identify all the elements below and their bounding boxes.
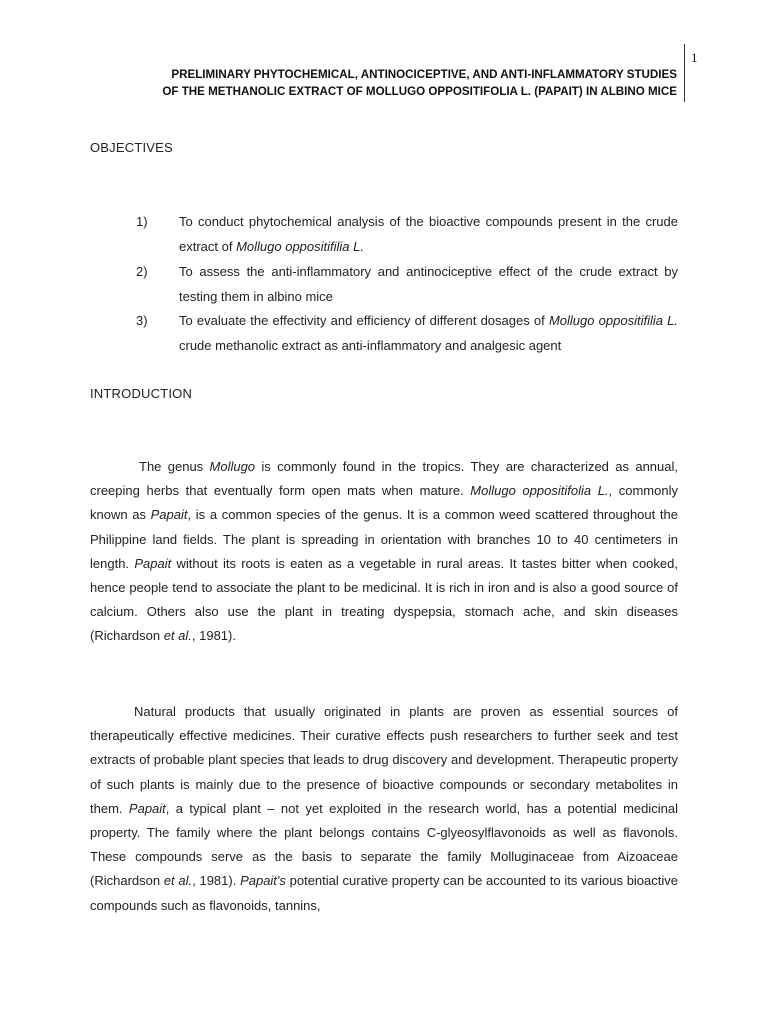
objective-text: To assess the anti-inflammatory and antinociceptive effect of the crude extract by testing them in albino mice xyxy=(179,264,678,304)
title-line-2: OF THE METHANOLIC EXTRACT OF MOLLUGO OPPOSITIFOLIA L. (PAPAIT) IN ALBINO MICE xyxy=(162,85,677,98)
introduction-heading: INTRODUCTION xyxy=(90,386,193,401)
intro-paragraph-1: The genus Mollugo is commonly found in the tropics. They are characterized as annual, creeping herbs that eventually form open mats when mature. Mollugo oppositifolia L., commonly known as Papait, is a common species of the genus. It is a common weed scattered throughout the Philippine land fields. The plant is spreading in orientation with branches 10 to 40 centimeters in length. Papait without its roots is eaten as a vegetable in rural areas. It tastes bitter when cooked, hence people tend to associate the plant to be medicinal. It is rich in iron and is also a good source of calcium. Others also use the plant in treating dyspepsia, stomach ache, and skin diseases (Richardson et al., 1981). xyxy=(90,459,678,644)
objectives-heading: OBJECTIVES xyxy=(90,140,173,155)
document-title xyxy=(120,66,677,100)
objective-text: To evaluate the effectivity and efficiency of different dosages of Mollugo oppositifilia L. crude methanolic extract as anti-inflammatory and analgesic agent xyxy=(179,313,678,353)
objective-number: 1) xyxy=(136,214,148,229)
intro-paragraph-2: Natural products that usually originated in plants are proven as essential sources of therapeutically effective medicines. Their curative effects push researchers to further seek and test extracts of probable plant species that leads to drug discovery and development. Therapeutic property of such plants is mainly due to the presence of bioactive compounds or secondary metabolites in them. Papait, a typical plant – not yet exploited in the research world, has a potential medicinal property. The family where the plant belongs contains C-glyeosylflavonoids as well as flavonols. These compounds serve as the basis to separate the family Molluginaceae from Aizoaceae (Richardson et al., 1981). Papait's potential curative property can be accounted to its various bioactive compounds such as flavonoids, tannins, xyxy=(90,704,679,913)
header-rule xyxy=(684,44,685,102)
objective-text: To conduct phytochemical analysis of the bioactive compounds present in the crude extract of Mollugo oppositifilia L. xyxy=(179,214,678,254)
objective-number: 2) xyxy=(136,264,148,279)
objective-number: 3) xyxy=(136,313,148,328)
page-number: 1 xyxy=(691,50,698,65)
title-line-1: PRELIMINARY PHYTOCHEMICAL, ANTINOCICEPTIVE, AND ANTI-INFLAMMATORY STUDIES xyxy=(171,68,677,81)
